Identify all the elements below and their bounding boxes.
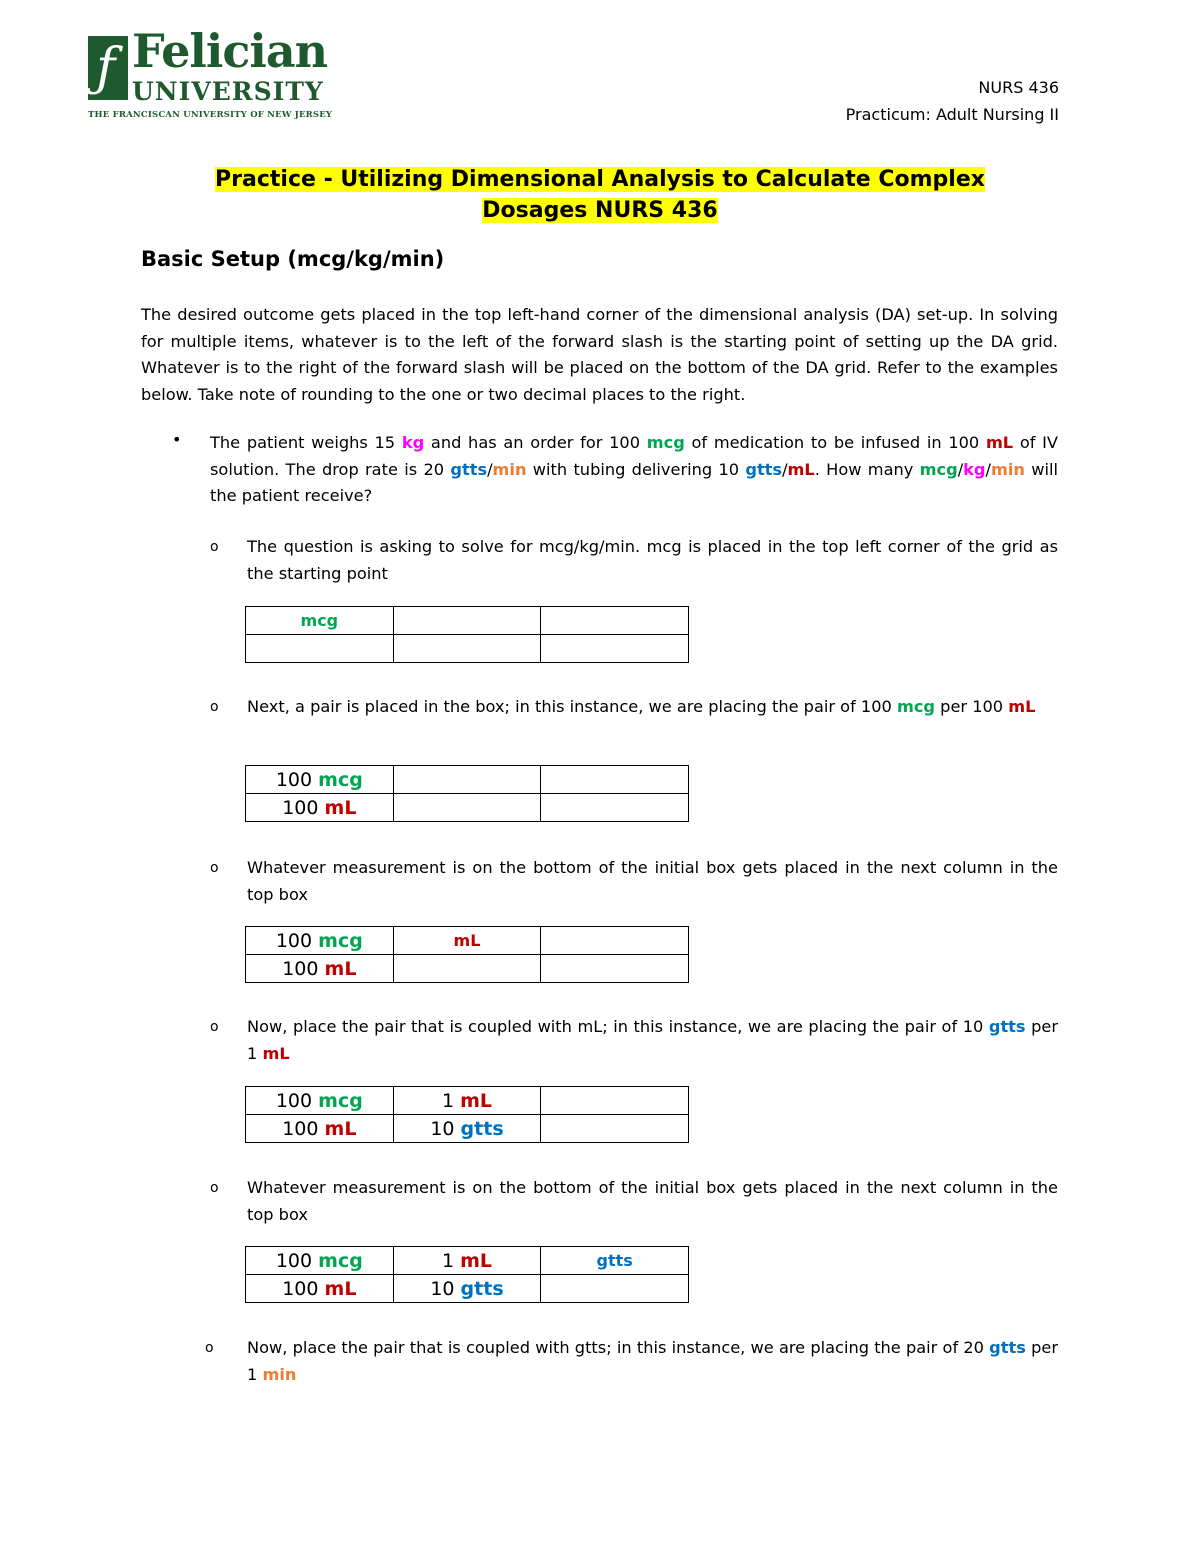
sub-bullet-icon: o xyxy=(205,1340,214,1356)
grid-cell xyxy=(393,607,541,635)
grid-cell xyxy=(246,927,394,955)
problem-text: of IV solution. The drop rate is 20 xyxy=(210,433,1058,479)
step-text-part: per 100 xyxy=(935,697,1009,716)
unit-ml: mL xyxy=(985,433,1014,452)
unit-kg: kg xyxy=(963,459,986,479)
unit-ml: mL xyxy=(262,1043,290,1063)
sub-bullet-icon: o xyxy=(210,539,219,555)
course-code: NURS 436 xyxy=(978,78,1059,97)
sub-bullet-icon: o xyxy=(210,699,219,715)
logo-tagline: THE FRANCISCAN UNIVERSITY OF NEW JERSEY xyxy=(88,110,333,120)
grid-cell xyxy=(393,927,541,955)
sub-bullet-icon: o xyxy=(210,1019,219,1035)
grid-cell xyxy=(246,1247,394,1275)
grid-number: 10 xyxy=(430,1277,461,1300)
problem-text: The patient weighs 15 xyxy=(210,433,402,452)
grid-cell xyxy=(541,635,689,663)
grid-cell xyxy=(246,766,394,794)
da-grid-3 xyxy=(245,926,689,983)
step-text: The question is asking to solve for mcg/kg/min. mcg is placed in the top left corner of the grid as the starting point xyxy=(247,537,1058,583)
step-text-part: Next, a pair is placed in the box; in this instance, we are placing the pair of 100 xyxy=(247,697,897,716)
grid-cell xyxy=(393,1115,541,1143)
unit-gtts: gtts xyxy=(460,1117,504,1140)
step-text: Whatever measurement is on the bottom of the initial box gets placed in the next column in the top box xyxy=(247,858,1058,904)
da-grid-2 xyxy=(245,765,689,822)
problem-text: with tubing delivering 10 xyxy=(526,459,746,479)
title-line-1: Practice - Utilizing Dimensional Analysis to Calculate Complex xyxy=(215,167,985,192)
step-text xyxy=(247,1014,1058,1067)
unit-min: min xyxy=(492,459,527,479)
course-title: Practicum: Adult Nursing II xyxy=(845,105,1059,124)
grid-cell xyxy=(393,794,541,822)
grid-cell xyxy=(246,1087,394,1115)
unit-ml: mL xyxy=(1008,697,1036,716)
unit-mcg: mcg xyxy=(919,459,958,479)
unit-gtts: gtts xyxy=(460,1277,504,1300)
unit-min: min xyxy=(262,1364,297,1384)
unit-mcg: mcg xyxy=(318,1249,363,1272)
grid-cell xyxy=(393,955,541,983)
grid-number: 100 xyxy=(282,1117,325,1140)
problem-text: will the patient receive? xyxy=(210,459,1058,505)
grid-number: 100 xyxy=(275,1249,319,1272)
grid-cell xyxy=(246,1115,394,1143)
unit-mcg: mcg xyxy=(318,929,363,952)
unit-ml: mL xyxy=(453,931,481,950)
slash: / xyxy=(782,459,788,479)
unit-gtts: gtts xyxy=(989,1338,1026,1357)
unit-kg: kg xyxy=(401,433,425,452)
unit-ml: mL xyxy=(460,1249,492,1272)
unit-gtts: gtts xyxy=(450,459,488,479)
grid-cell xyxy=(393,635,541,663)
grid-cell xyxy=(541,955,689,983)
logo-university: UNIVERSITY xyxy=(132,77,324,106)
felician-logo-icon: ƒ xyxy=(88,36,128,100)
unit-ml: mL xyxy=(460,1089,492,1112)
unit-gtts: gtts xyxy=(596,1251,633,1270)
slash: / xyxy=(957,459,964,479)
unit-ml: mL xyxy=(787,459,815,479)
bullet-icon: • xyxy=(172,430,182,449)
unit-ml: mL xyxy=(324,796,357,819)
step-text-part: per 1 xyxy=(247,1017,1058,1063)
problem-text: of medication to be infused in 100 xyxy=(684,433,986,452)
unit-ml: mL xyxy=(324,1277,357,1300)
grid-cell xyxy=(246,955,394,983)
grid-cell xyxy=(246,635,394,663)
sub-bullet-icon: o xyxy=(210,1180,219,1196)
grid-cell xyxy=(541,1087,689,1115)
section-heading: Basic Setup (mcg/kg/min) xyxy=(141,247,445,271)
grid-number: 100 xyxy=(282,1277,325,1300)
title-line-2: Dosages NURS 436 xyxy=(482,198,718,223)
grid-value: mcg xyxy=(300,611,339,630)
grid-cell xyxy=(246,607,394,635)
grid-number: 100 xyxy=(282,957,325,980)
da-grid-1 xyxy=(245,606,689,663)
step-text: Whatever measurement is on the bottom of the initial box gets placed in the next column in the top box xyxy=(247,1178,1058,1224)
unit-mcg: mcg xyxy=(896,697,936,716)
grid-number: 100 xyxy=(275,768,319,791)
unit-mcg: mcg xyxy=(318,1089,363,1112)
unit-ml: mL xyxy=(324,1117,357,1140)
grid-cell xyxy=(541,1275,689,1303)
unit-mcg: mcg xyxy=(318,768,363,791)
unit-gtts: gtts xyxy=(745,459,783,479)
da-grid-5 xyxy=(245,1246,689,1303)
slash: / xyxy=(487,459,493,479)
grid-cell xyxy=(541,927,689,955)
unit-gtts: gtts xyxy=(988,1017,1026,1036)
step-text xyxy=(247,1335,1058,1388)
grid-cell xyxy=(246,1275,394,1303)
grid-cell xyxy=(393,766,541,794)
step-text-part: per 1 xyxy=(247,1338,1058,1384)
unit-mcg: mcg xyxy=(646,433,685,452)
grid-number: 100 xyxy=(282,796,325,819)
grid-number: 100 xyxy=(275,929,319,952)
grid-number: 10 xyxy=(430,1117,461,1140)
unit-ml: mL xyxy=(324,957,357,980)
step-text xyxy=(247,694,1058,721)
grid-cell xyxy=(541,766,689,794)
logo-name: Felician xyxy=(132,24,328,78)
problem-statement xyxy=(210,430,1058,510)
grid-cell xyxy=(246,794,394,822)
step-text-part: Now, place the pair that is coupled with mL; in this instance, we are placing the pair of 10 xyxy=(247,1017,989,1036)
da-grid-4 xyxy=(245,1086,689,1143)
grid-cell xyxy=(393,1247,541,1275)
page-title xyxy=(140,164,1060,226)
grid-cell xyxy=(541,1115,689,1143)
grid-cell xyxy=(393,1087,541,1115)
grid-number: 1 xyxy=(441,1249,461,1272)
unit-min: min xyxy=(991,459,1025,479)
problem-text: and has an order for 100 xyxy=(424,433,647,452)
grid-cell xyxy=(541,1247,689,1275)
grid-cell xyxy=(393,1275,541,1303)
university-logo xyxy=(88,24,340,124)
intro-paragraph: The desired outcome gets placed in the top left-hand corner of the dimensional analysis (DA) set-up. In solving for multiple items, whatever is to the left of the forward slash is the starting point of setting up the DA grid. Whatever is to the right of the forward slash will be placed on the bottom of the DA grid. Refer to the examples below. Take note of rounding to the one or two decimal places to the right. xyxy=(141,305,1058,404)
sub-bullet-icon: o xyxy=(210,860,219,876)
grid-cell xyxy=(541,607,689,635)
grid-number: 100 xyxy=(275,1089,319,1112)
grid-cell xyxy=(541,794,689,822)
step-text-part: Now, place the pair that is coupled with gtts; in this instance, we are placing the pair of 20 xyxy=(247,1338,990,1357)
course-header xyxy=(846,74,1059,128)
grid-number: 1 xyxy=(441,1089,461,1112)
problem-text: . How many xyxy=(814,459,920,479)
slash: / xyxy=(985,459,991,479)
